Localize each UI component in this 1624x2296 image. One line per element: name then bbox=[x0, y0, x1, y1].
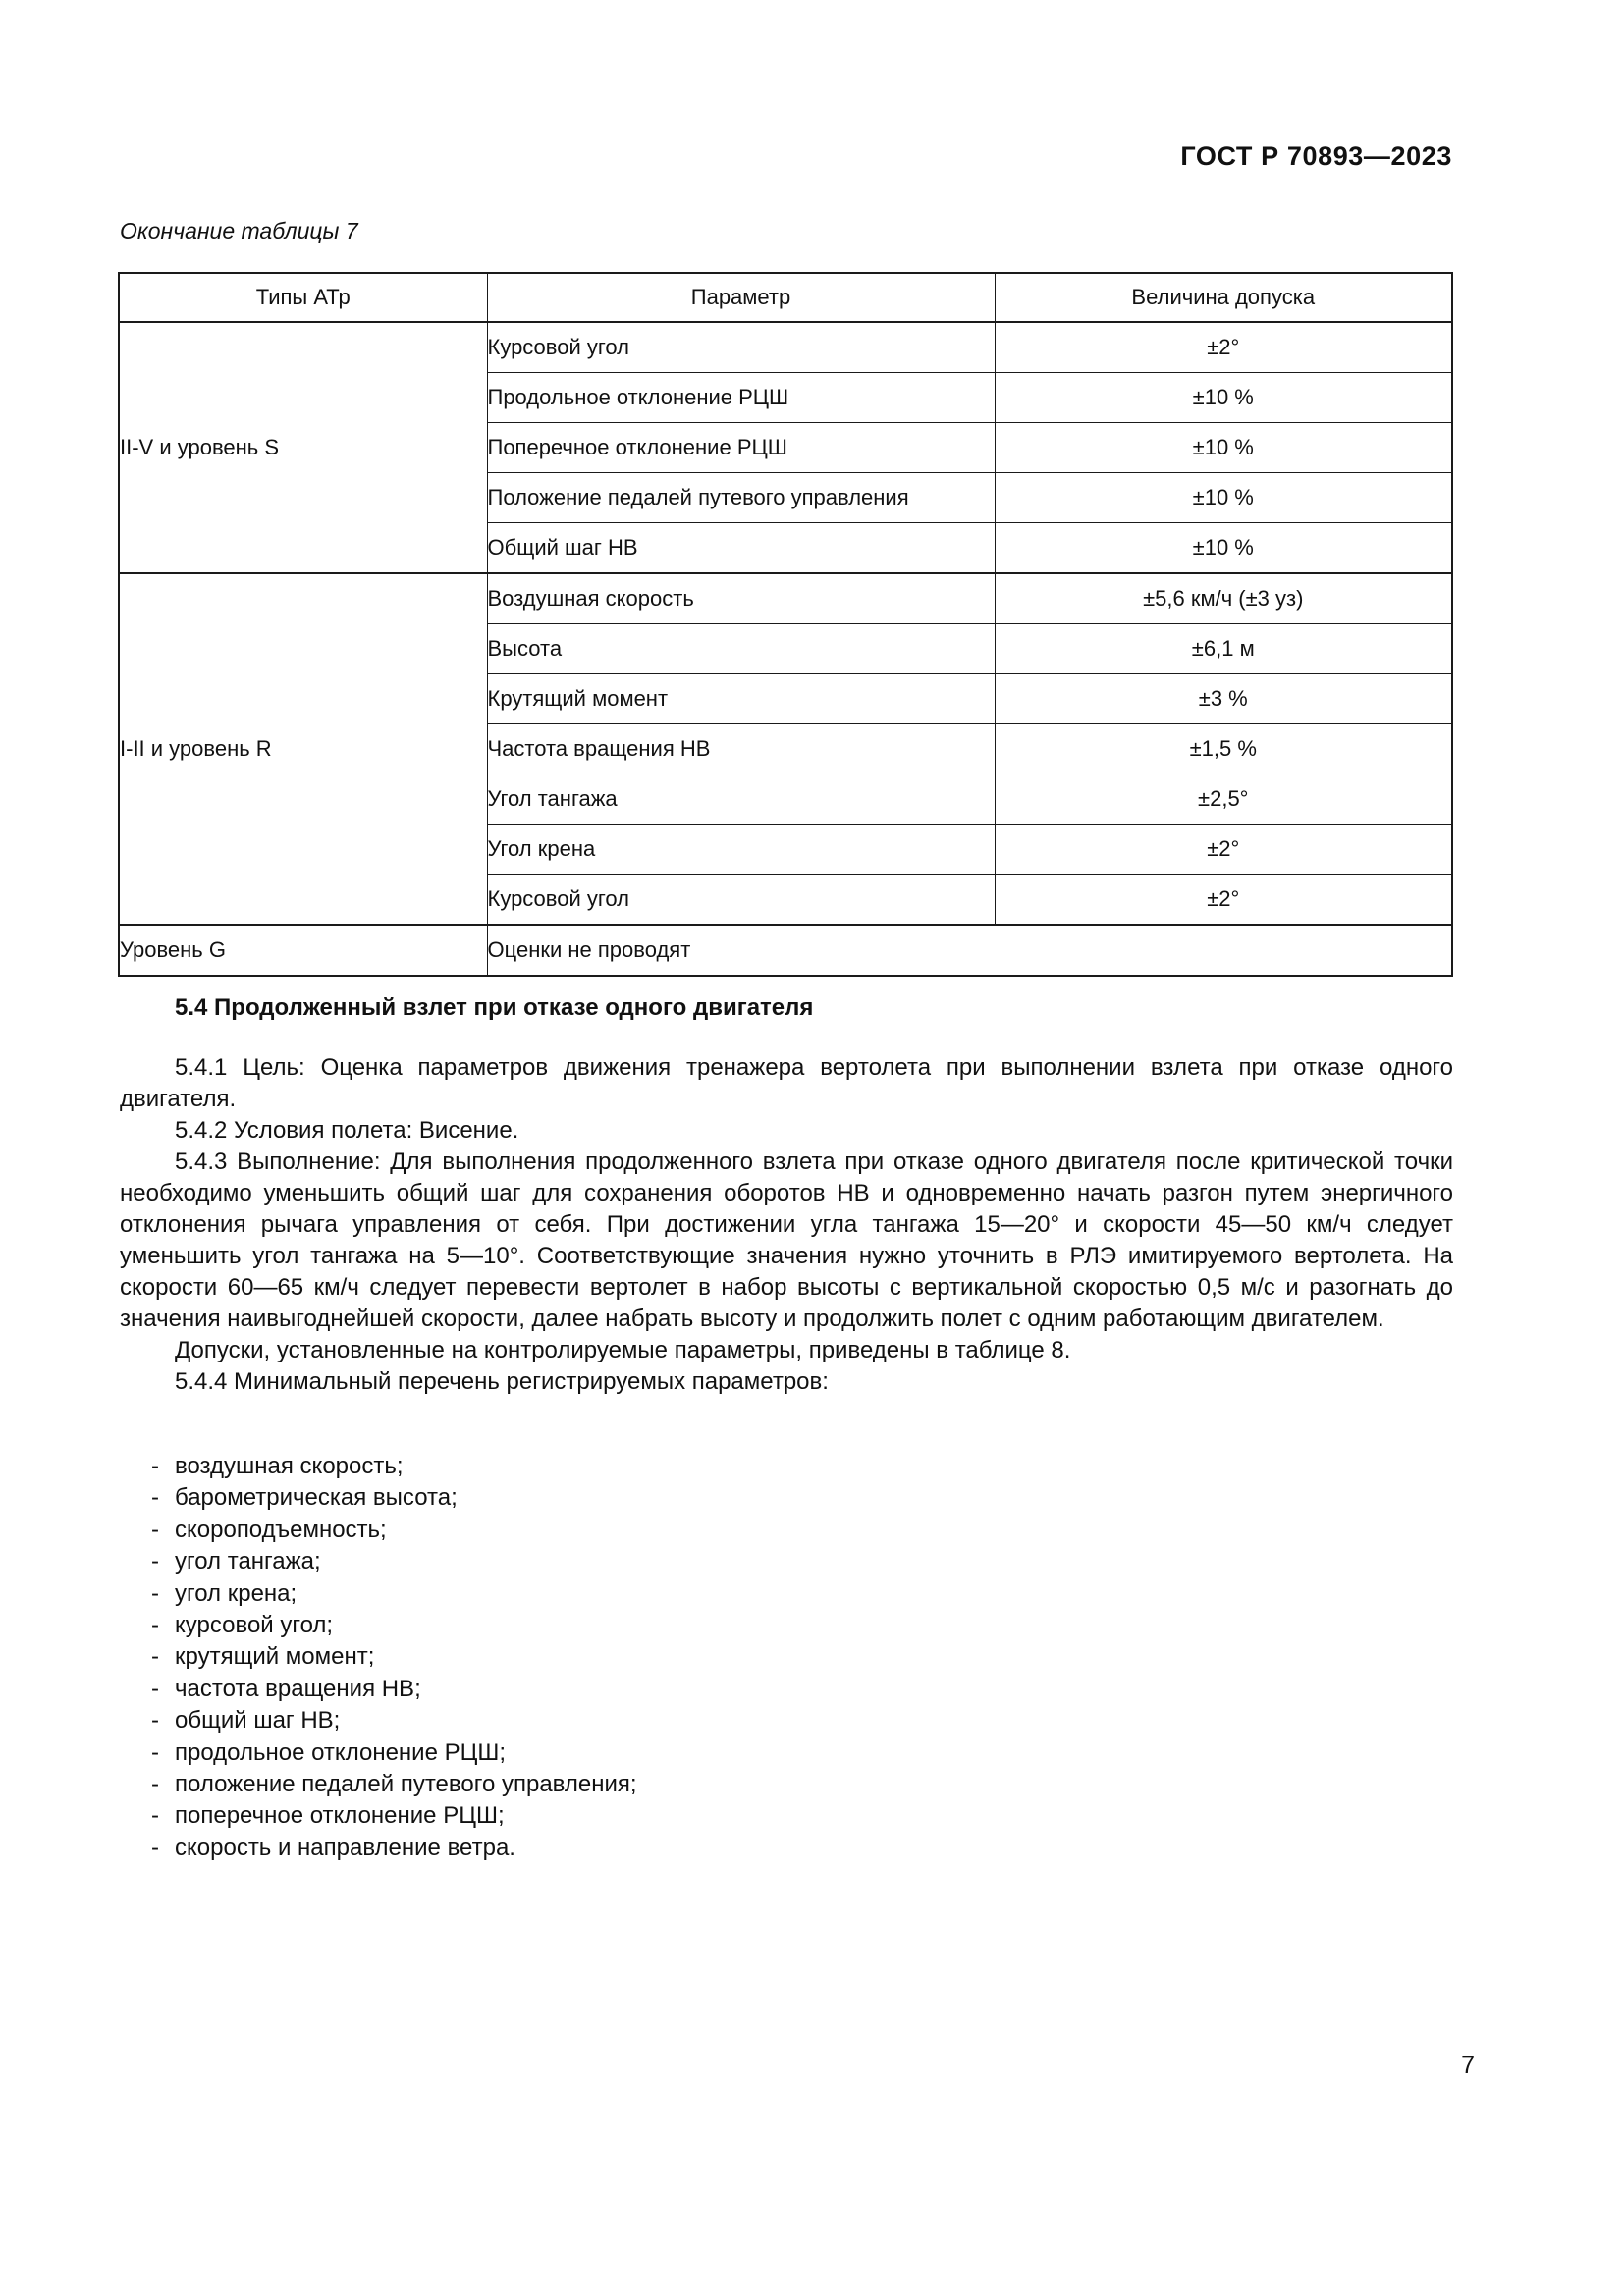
section-heading: 5.4 Продолженный взлет при отказе одного двигателя bbox=[175, 994, 814, 1021]
list-item bbox=[120, 1800, 1102, 1832]
parameter-cell: Угол тангажа bbox=[487, 774, 995, 825]
paragraph-5-4-4: 5.4.4 Минимальный перечень регистрируемых параметров: bbox=[175, 1368, 829, 1395]
parameter-cell: Положение педалей путевого управления bbox=[487, 473, 995, 523]
list-item-label: положение педалей путевого управления; bbox=[175, 1771, 637, 1798]
parameter-cell: Курсовой угол bbox=[487, 322, 995, 373]
tolerance-cell: ±2° bbox=[995, 825, 1452, 875]
list-dash-marker: - bbox=[151, 1738, 159, 1766]
list-item-label: продольное отклонение РЦШ; bbox=[175, 1738, 507, 1766]
tolerance-cell: ±10 % bbox=[995, 523, 1452, 574]
list-item bbox=[120, 1610, 1102, 1641]
list-item-label: общий шаг НВ; bbox=[175, 1707, 341, 1735]
list-item-label: частота вращения НВ; bbox=[175, 1675, 421, 1702]
list-item bbox=[120, 1737, 1102, 1769]
tolerance-table bbox=[118, 272, 1453, 977]
parameter-cell: Курсовой угол bbox=[487, 875, 995, 926]
column-header-parameter: Параметр bbox=[487, 273, 995, 322]
list-dash-marker: - bbox=[151, 1802, 159, 1830]
list-item bbox=[120, 1515, 1102, 1546]
tolerance-cell: ±3 % bbox=[995, 674, 1452, 724]
list-dash-marker: - bbox=[151, 1771, 159, 1798]
list-item-label: барометрическая высота; bbox=[175, 1484, 458, 1512]
section-body-text bbox=[120, 1052, 1453, 1398]
parameter-cell: Частота вращения НВ bbox=[487, 724, 995, 774]
tolerance-cell: ±2° bbox=[995, 322, 1452, 373]
list-item bbox=[120, 1705, 1102, 1736]
parameter-cell: Поперечное отклонение РЦШ bbox=[487, 423, 995, 473]
list-item-label: угол крена; bbox=[175, 1579, 298, 1607]
group-label-cell: I-II и уровень R bbox=[119, 573, 487, 925]
list-dash-marker: - bbox=[151, 1579, 159, 1607]
parameter-cell: Продольное отклонение РЦШ bbox=[487, 373, 995, 423]
parameter-cell: Высота bbox=[487, 624, 995, 674]
parameter-cell: Воздушная скорость bbox=[487, 573, 995, 624]
paragraph-5-4-3: 5.4.3 Выполнение: Для выполнения продолженного взлета при отказе одного двигателя после критической точки необходимо уменьшить общий шаг для сохранения оборотов НВ и одновременно начать разгон путем энергичного отклонения рычага управления от себя. При достижении угла тангажа 15—20° и скорости 45—50 км/ч следует уменьшить угол тангажа на 5—10°. Соответствующие значения нужно уточнить в РЛЭ имитируемого вертолета. На скорости 60—65 км/ч следует перевести вертолет в набор высоты с вертикальной скоростью 0,5 м/с и разогнать до значения наивыгоднейшей скорости, далее набрать высоту и продолжить полет с одним работающим двигателем. bbox=[120, 1148, 1453, 1332]
table-header-row bbox=[119, 273, 1452, 322]
list-dash-marker: - bbox=[151, 1453, 159, 1479]
paragraph-5-4-1: 5.4.1 Цель: Оценка параметров движения тренажера вертолета при выполнении взлета при отказе одного двигателя. bbox=[120, 1054, 1453, 1112]
list-item bbox=[120, 1641, 1102, 1673]
list-dash-marker: - bbox=[151, 1707, 159, 1735]
list-item bbox=[120, 1769, 1102, 1800]
group-note-cell: Оценки не проводят bbox=[487, 925, 1452, 976]
list-dash-marker: - bbox=[151, 1643, 159, 1671]
list-item-label: скороподъемность; bbox=[175, 1516, 387, 1543]
list-dash-marker: - bbox=[151, 1612, 159, 1639]
list-item-label: поперечное отклонение РЦШ; bbox=[175, 1802, 505, 1830]
table-body bbox=[119, 322, 1452, 976]
tolerance-cell: ±10 % bbox=[995, 423, 1452, 473]
list-dash-marker: - bbox=[151, 1548, 159, 1575]
tolerance-cell: ±2° bbox=[995, 875, 1452, 926]
parameter-cell: Общий шаг НВ bbox=[487, 523, 995, 574]
paragraph-5-4-2: 5.4.2 Условия полета: Висение. bbox=[175, 1117, 519, 1144]
table-row bbox=[119, 573, 1452, 624]
tolerance-cell: ±10 % bbox=[995, 473, 1452, 523]
tolerance-cell: ±1,5 % bbox=[995, 724, 1452, 774]
list-item bbox=[120, 1674, 1102, 1705]
tolerance-cell: ±2,5° bbox=[995, 774, 1452, 825]
parameter-cell: Крутящий момент bbox=[487, 674, 995, 724]
list-item-label: курсовой угол; bbox=[175, 1612, 334, 1639]
parameter-cell: Угол крена bbox=[487, 825, 995, 875]
tolerance-cell: ±5,6 км/ч (±3 уз) bbox=[995, 573, 1452, 624]
page-number: 7 bbox=[1461, 2052, 1475, 2079]
list-item bbox=[120, 1482, 1102, 1514]
group-label-cell: II-V и уровень S bbox=[119, 322, 487, 573]
list-item-label: крутящий момент; bbox=[175, 1643, 375, 1671]
tolerance-cell: ±10 % bbox=[995, 373, 1452, 423]
column-header-tolerance: Величина допуска bbox=[995, 273, 1452, 322]
recorded-parameters-list bbox=[120, 1451, 1102, 1864]
table-caption: Окончание таблицы 7 bbox=[120, 218, 358, 243]
list-item bbox=[120, 1578, 1102, 1610]
table-row bbox=[119, 322, 1452, 373]
table-header bbox=[119, 273, 1452, 322]
tolerance-cell: ±6,1 м bbox=[995, 624, 1452, 674]
list-item bbox=[120, 1833, 1102, 1864]
column-header-aircraft-types: Типы АТр bbox=[119, 273, 487, 322]
paragraph-tolerances-note: Допуски, установленные на контролируемые параметры, приведены в таблице 8. bbox=[175, 1337, 1071, 1363]
list-item-label: скорость и направление ветра. bbox=[175, 1834, 515, 1861]
list-dash-marker: - bbox=[151, 1516, 159, 1543]
group-label-cell: Уровень G bbox=[119, 925, 487, 976]
list-item bbox=[120, 1451, 1102, 1482]
list-dash-marker: - bbox=[151, 1484, 159, 1512]
list-dash-marker: - bbox=[151, 1675, 159, 1702]
list-item-label: угол тангажа; bbox=[175, 1548, 321, 1575]
list-item bbox=[120, 1546, 1102, 1577]
tolerance-table-wrapper bbox=[118, 272, 1451, 977]
document-standard-header: ГОСТ Р 70893—2023 bbox=[1180, 141, 1452, 171]
table-row bbox=[119, 925, 1452, 976]
list-dash-marker: - bbox=[151, 1834, 159, 1861]
list-item-label: воздушная скорость; bbox=[175, 1453, 404, 1479]
